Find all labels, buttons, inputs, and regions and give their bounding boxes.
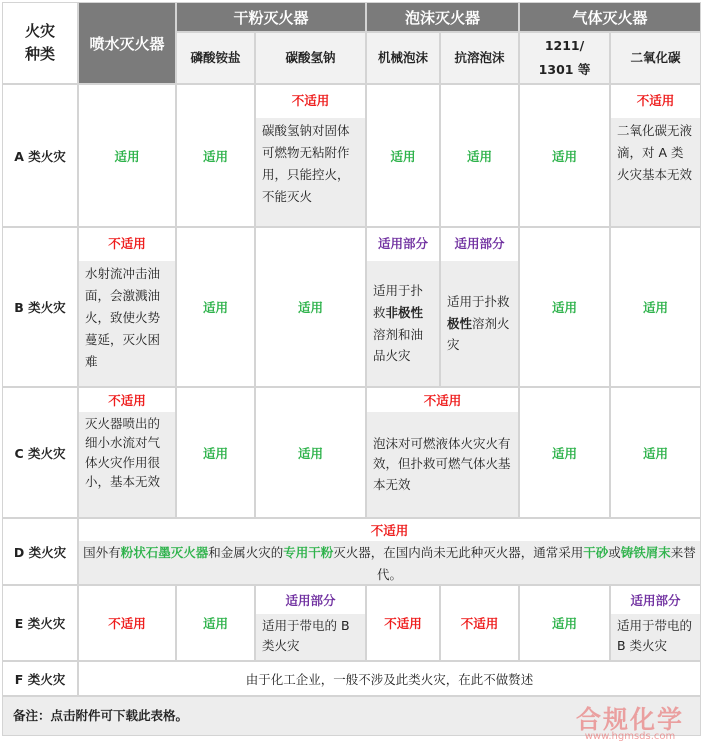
note-e-co2: 适用于带电的 B 类火灾 xyxy=(611,614,700,660)
note-text: 溶剂火灾 xyxy=(447,315,510,353)
cell-b-halon: 适用 xyxy=(519,227,610,387)
note-text: 或 xyxy=(608,545,621,560)
note-text: 国外有 xyxy=(83,545,121,560)
cell-c-water xyxy=(78,387,176,518)
note-c-foam xyxy=(367,412,518,517)
note-c-water: 灭火器喷出的细小水流对气体火灾作用很小，基本无效 xyxy=(79,412,175,517)
status-not-applicable: 不适用 xyxy=(108,236,146,251)
row-label-a: A 类火灾 xyxy=(2,84,78,227)
highlight-term: 专用干粉 xyxy=(283,545,334,560)
note-text: 泡沫对可燃液体火灾火有效，但扑救可燃气体火基本无效 xyxy=(373,435,511,492)
status-not-applicable: 不适用 xyxy=(370,523,409,538)
subheader-bicarbonate: 碳酸氢钠 xyxy=(255,32,366,84)
note-b-water: 水射流冲击油面，会激溅油火，致使火势蔓延，灭火困难 xyxy=(79,261,175,386)
cell-b-antisol-foam xyxy=(440,227,519,387)
cell-f-all: 由于化工企业，一般不涉及此类火灾，在此不做赘述 xyxy=(78,661,701,696)
highlight-term: 粉状石墨灭火器 xyxy=(120,545,209,560)
status-not-applicable: 不适用 xyxy=(636,93,675,108)
status-partially-applicable: 适用部分 xyxy=(285,593,336,608)
watermark xyxy=(560,700,700,744)
subheader-antisol-foam: 抗溶泡沫 xyxy=(440,32,519,84)
cell-c-foam xyxy=(366,387,519,518)
note-bold-term: 极性 xyxy=(447,315,473,331)
note-text: 灭火器，在国内尚未无此种灭火器，通常采用 xyxy=(333,545,584,560)
cell-b-water xyxy=(78,227,176,387)
row-label-d: D 类火灾 xyxy=(2,518,78,585)
cell-e-halon: 适用 xyxy=(519,585,610,661)
watermark-logo-text: 合规化学 xyxy=(575,705,684,734)
watermark-url: www.hgmsds.com xyxy=(584,731,676,742)
cell-e-water: 不适用 xyxy=(78,585,176,661)
cell-c-halon: 适用 xyxy=(519,387,610,518)
note-b-mech-foam xyxy=(367,261,439,386)
note-text: 适用于扑救 xyxy=(447,293,510,309)
status-not-applicable: 不适用 xyxy=(423,393,462,408)
note-b-antisol-foam xyxy=(441,261,518,386)
cell-c-phosphate: 适用 xyxy=(176,387,255,518)
cell-e-bicarbonate xyxy=(255,585,366,661)
note-a-bicarbonate: 碳酸氢钠对固体可燃物无粘附作用，只能控火，不能灭火 xyxy=(256,118,365,226)
note-e-bicarbonate: 适用于带电的 B 类火灾 xyxy=(256,614,365,660)
cell-a-bicarbonate xyxy=(255,84,366,227)
header-water-extinguisher: 喷水灭火器 xyxy=(78,2,176,84)
row-label-b: B 类火灾 xyxy=(2,227,78,387)
cell-d-all xyxy=(78,518,701,585)
status-partially-applicable: 适用部分 xyxy=(454,236,505,251)
note-text: 和金属火灾的 xyxy=(208,545,284,560)
note-bold-term: 非极性 xyxy=(385,304,424,320)
note-text: 溶剂和油品火灾 xyxy=(373,326,424,364)
header-dry-powder: 干粉灭火器 xyxy=(176,2,366,32)
cell-a-halon: 适用 xyxy=(519,84,610,227)
cell-a-co2 xyxy=(610,84,701,227)
cell-a-phosphate: 适用 xyxy=(176,84,255,227)
note-text: 适用于扑救 xyxy=(373,282,424,320)
status-partially-applicable: 适用部分 xyxy=(630,593,681,608)
row-label-f: F 类火灾 xyxy=(2,661,78,696)
status-partially-applicable: 适用部分 xyxy=(377,236,428,251)
subheader-halon: 1211/ 1301 等 xyxy=(519,32,610,84)
cell-c-bicarbonate: 适用 xyxy=(255,387,366,518)
note-d xyxy=(79,541,700,584)
row-label-c: C 类火灾 xyxy=(2,387,78,518)
highlight-term: 铸铁屑末 xyxy=(620,545,671,560)
subheader-phosphate: 磷酸铵盐 xyxy=(176,32,255,84)
cell-b-bicarbonate: 适用 xyxy=(255,227,366,387)
cell-e-phosphate: 适用 xyxy=(176,585,255,661)
cell-a-antisol-foam: 适用 xyxy=(440,84,519,227)
subheader-co2: 二氧化碳 xyxy=(610,32,701,84)
cell-a-mech-foam: 适用 xyxy=(366,84,440,227)
highlight-term: 干砂 xyxy=(583,545,609,560)
cell-b-phosphate: 适用 xyxy=(176,227,255,387)
note-text: 来替代。 xyxy=(376,545,696,582)
cell-e-mech-foam: 不适用 xyxy=(366,585,440,661)
cell-b-mech-foam xyxy=(366,227,440,387)
header-foam: 泡沫灭火器 xyxy=(366,2,519,32)
status-not-applicable: 不适用 xyxy=(291,93,330,108)
subheader-mech-foam: 机械泡沫 xyxy=(366,32,440,84)
cell-b-co2: 适用 xyxy=(610,227,701,387)
row-label-e: E 类火灾 xyxy=(2,585,78,661)
cell-e-co2 xyxy=(610,585,701,661)
footer-remark[interactable]: 备注：点击附件可下载此表格。 xyxy=(2,696,701,736)
note-a-co2: 二氧化碳无液滴，对 A 类火灾基本无效 xyxy=(611,118,700,226)
cell-a-water: 适用 xyxy=(78,84,176,227)
status-not-applicable: 不适用 xyxy=(108,393,146,408)
cell-c-co2: 适用 xyxy=(610,387,701,518)
header-fire-type: 火灾 种类 xyxy=(2,2,78,84)
header-gas: 气体灭火器 xyxy=(519,2,701,32)
cell-e-antisol-foam: 不适用 xyxy=(440,585,519,661)
